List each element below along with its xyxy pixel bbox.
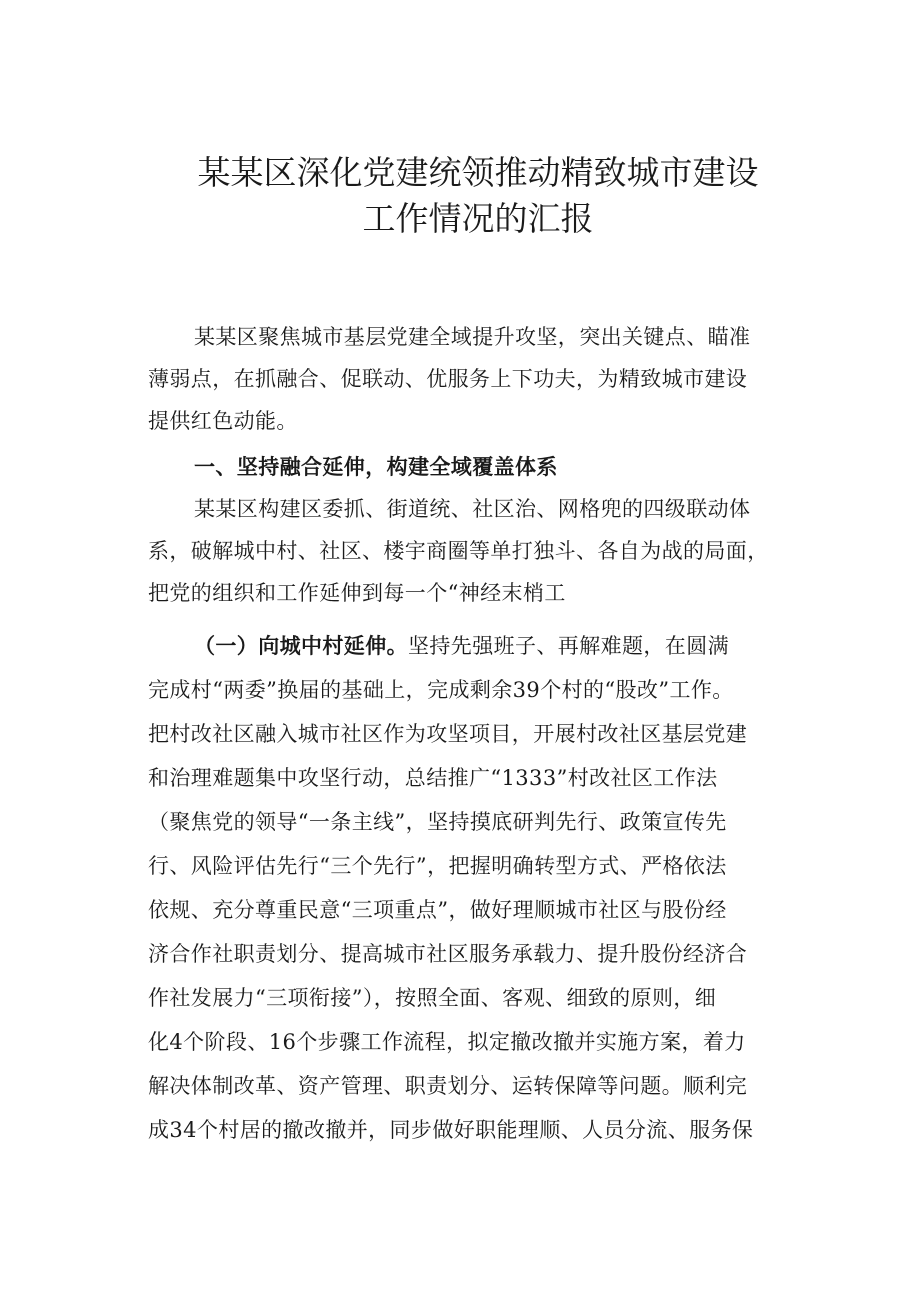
intro-paragraph (148, 316, 808, 442)
subsection-1-line: 成34个村居的撤改撤并，同步做好职能理顺、人员分流、服务保 (148, 1118, 754, 1142)
section-1-line: 某某区构建区委抓、街道统、社区治、网格兜的四级联动体 (194, 497, 751, 521)
subsection-1-first-line (148, 624, 808, 668)
document-title (148, 150, 808, 242)
subsection-1-line: 和治理难题集中攻坚行动，总结推广“1333”村改社区工作法 (148, 766, 718, 790)
subsection-1-line: 依规、充分尊重民意“三项重点”，做好理顺城市社区与股份经 (148, 898, 727, 922)
subsection-1-line: 把村改社区融入城市社区作为攻坚项目，开展村改社区基层党建 (148, 722, 748, 746)
subsection-1-lead: （一）向城中村延伸。 (194, 634, 408, 658)
section-1-paragraph (148, 488, 808, 614)
subsection-1-line: 解决体制改革、资产管理、职责划分、运转保障等问题。顺利完 (148, 1074, 748, 1098)
section-1-heading: 一、坚持融合延伸，构建全域覆盖体系 (194, 455, 558, 479)
subsection-1-paragraph (148, 624, 808, 1152)
section-1-line: 把党的组织和工作延伸到每一个“神经末梢工 (148, 581, 566, 605)
intro-line: 提供红色动能。 (148, 409, 298, 433)
document-page (148, 150, 808, 1152)
intro-line: 薄弱点，在抓融合、促联动、优服务上下功夫，为精致城市建设 (148, 367, 748, 391)
subsection-1-first-line-rest: 坚持先强班子、再解难题，在圆满 (408, 634, 729, 658)
intro-line: 某某区聚焦城市基层党建全域提升攻坚，突出关键点、瞄准 (194, 325, 751, 349)
subsection-1-line: （聚焦党的领导“一条主线”，坚持摸底研判先行、政策宣传先 (148, 810, 727, 834)
subsection-1-line: 作社发展力“三项衔接”），按照全面、客观、细致的原则，细 (148, 986, 717, 1010)
title-line-1: 某某区深化党建统领推动精致城市建设 (197, 153, 759, 192)
subsection-1-line: 济合作社职责划分、提高城市社区服务承载力、提升股份经济合 (148, 942, 748, 966)
subsection-1-line: 完成村“两委”换届的基础上，完成剩余39个村的“股改”工作。 (148, 678, 734, 702)
subsection-1-line: 化4个阶段、16个步骤工作流程，拟定撤改撤并实施方案，着力 (148, 1030, 746, 1054)
title-line-2: 工作情况的汇报 (362, 199, 594, 238)
subsection-1-line: 行、风险评估先行“三个先行”，把握明确转型方式、严格依法 (148, 854, 727, 878)
section-1-line: 系，破解城中村、社区、楼宇商圈等单打独斗、各自为战的局面， (148, 539, 769, 563)
